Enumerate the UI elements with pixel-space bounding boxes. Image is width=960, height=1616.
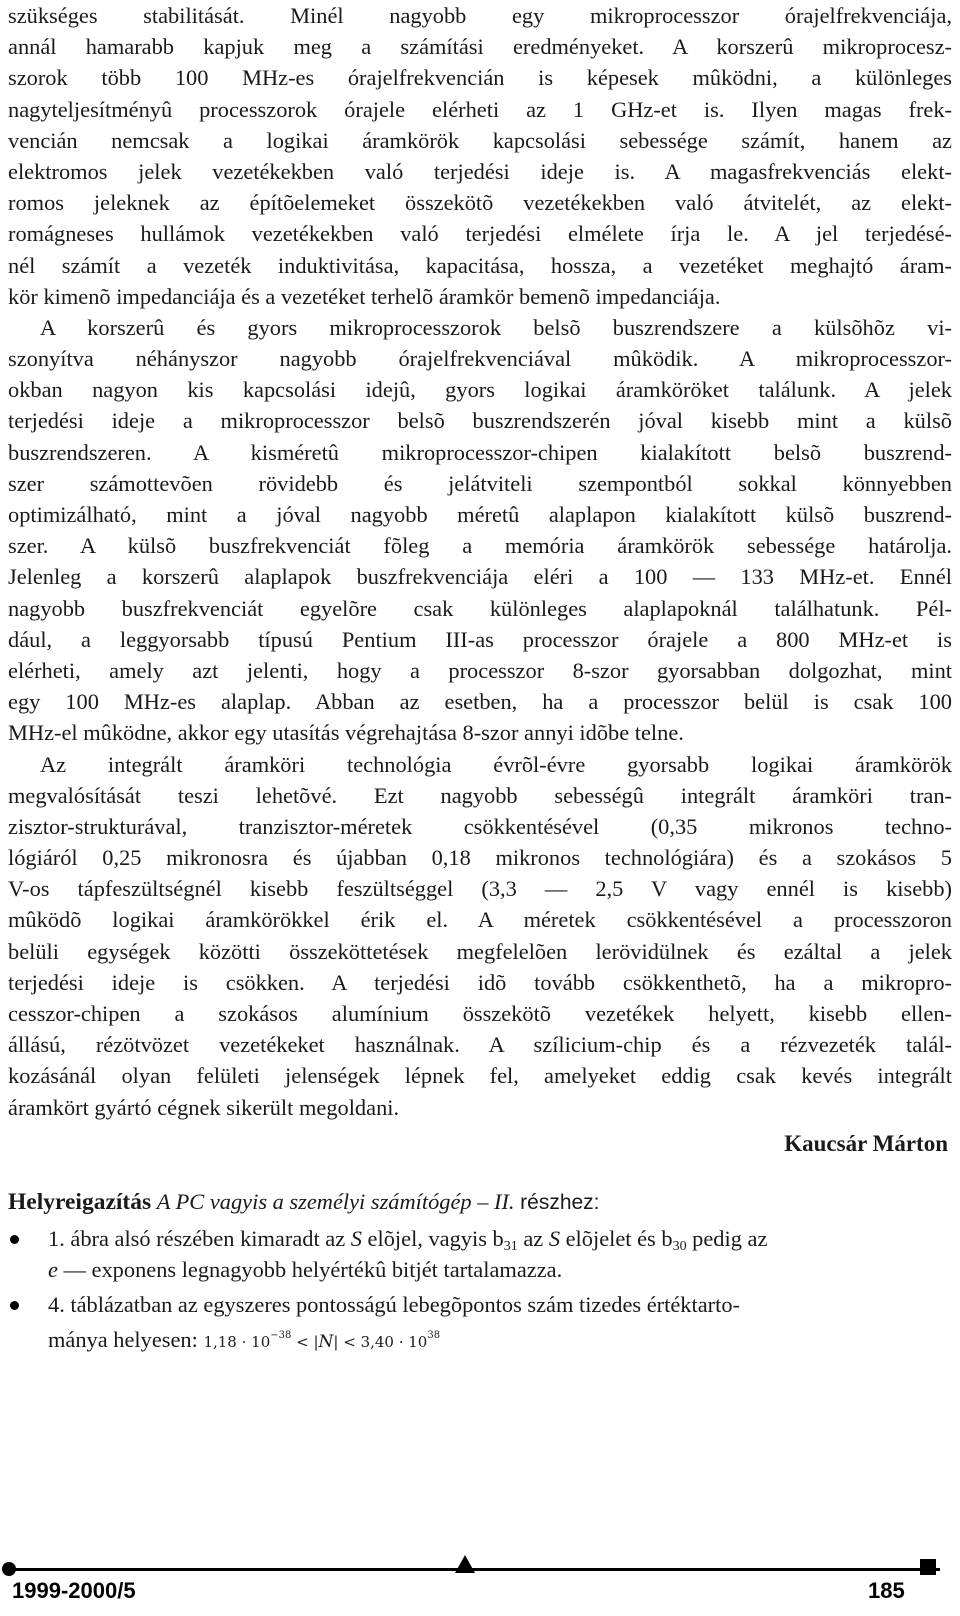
item1-e-symbol: e <box>48 1256 58 1282</box>
article-line: nagyobb buszfrekvenciát egyelõre csak különleges alaplapoknál találhatunk. Pél- <box>8 595 952 621</box>
correction-item-2 <box>8 1289 952 1351</box>
item2-line2: mánya helyesen: <box>48 1327 198 1353</box>
footer-rule <box>10 1568 940 1571</box>
article-line: elérheti, amely azt jelenti, hogy a processzor 8-szor gyorsabban dolgozhat, mint <box>8 657 952 683</box>
item1-sub30: 30 <box>672 1238 687 1254</box>
article-line: megvalósítását teszi lehetõvé. Ezt nagyobb sebességû integrált áramköri tran- <box>8 782 952 808</box>
article-line: terjedési ideje is csökken. A terjedési idõ tovább csökkenthetõ, ha a mikropro- <box>8 969 952 995</box>
correction-item-1 <box>8 1223 952 1285</box>
bullet-icon <box>10 1235 19 1244</box>
article-line: egy 100 MHz-es alaplap. Abban az esetben, ha a processzor belül is csak 100 <box>8 689 952 715</box>
item1-text-b: elõjel, vagyis b <box>361 1225 504 1251</box>
correction-reference-tail: részhez: <box>520 1190 600 1214</box>
article-line: belüli egységek közötti összeköttetések megfelelõen lerövidülnek és ezáltal a jelek <box>8 938 952 964</box>
article-line: szorok több 100 MHz-es órajelfrekvencián is képesek mûködni, a különleges <box>8 65 952 91</box>
article-line: szükséges stabilitását. Minél nagyobb egy mikroprocesszor órajelfrekvenciája, <box>8 3 952 28</box>
article-line: elektromos jelek vezetékekben való terjedési ideje is. A magasfrekvenciás elekt- <box>8 158 952 184</box>
formula-n: N <box>318 1332 334 1353</box>
article-line: kör kimenõ impedanciája és a vezetéket terhelõ áramkör bemenõ impedanciája. <box>8 283 721 309</box>
bullet-icon <box>10 1301 19 1310</box>
item1-sub31: 31 <box>503 1238 518 1254</box>
correction-reference: A PC vagyis a személyi számítógép – II. <box>156 1188 515 1214</box>
article-line: mûködõ logikai áramkörökkel érik el. A méretek csökkentésével a processzoron <box>8 907 952 933</box>
article-line: A korszerû és gyors mikroprocesszorok belsõ buszrendszere a külsõhõz vi- <box>40 314 952 340</box>
article-line: nagyteljesítményû processzorok órajele elérheti az 1 GHz-et is. Ilyen magas frek- <box>8 96 952 122</box>
footer-square-icon <box>920 1559 936 1575</box>
article-line: terjedési ideje a mikroprocesszor belsõ buszrendszerén jóval kisebb mint a külsõ <box>8 408 952 434</box>
footer-circle-icon <box>2 1562 16 1576</box>
article-line: buszrendszeren. A kisméretû mikroprocesszor-chipen kialakított belsõ buszrend- <box>8 439 952 465</box>
article-line: nél számít a vezeték induktivitása, kapacitása, hossza, a vezetéket meghajtó áram- <box>8 252 952 278</box>
article-line: V-os tápfeszültségnél kisebb feszültséggel (3,3 — 2,5 V vagy ennél is kisebb) <box>8 876 952 902</box>
article-line: Az integrált áramköri technológia évrõl-évre gyorsabb logikai áramkörök <box>40 751 952 777</box>
article-line: áramkört gyártó cégnek sikerült megoldani. <box>8 1094 400 1120</box>
article-line: dául, a leggyorsabb típusú Pentium III-as processzor órajele a 800 MHz-et is <box>8 626 952 652</box>
item1-s-symbol-2: S <box>548 1225 561 1251</box>
correction-section <box>8 1185 952 1352</box>
item1-s-symbol: S <box>350 1225 362 1251</box>
item1-text-c: az <box>517 1225 549 1251</box>
article-line: annál hamarabb kapjuk meg a számítási eredményeket. A korszerû mikroprocesz- <box>8 34 952 60</box>
formula-lt-2: | < 3,40 · 10 <box>333 1333 428 1352</box>
article-line: romágneses hullámok vezetékekben való terjedési elmélete írja le. A jel terjedésé- <box>8 221 952 247</box>
article-line: vencián nemcsak a logikai áramkörök kapcsolási sebessége számít, hanem az <box>8 127 952 153</box>
footer-issue: 1999-2000/5 <box>12 1578 136 1603</box>
formula-part-a: 1,18 · 10 <box>203 1333 271 1352</box>
item2-line1: 4. táblázatban az egyszeres pontosságú lebegõpontos szám tizedes értéktarto- <box>48 1292 740 1318</box>
article-line: lógiáról 0,25 mikronosra és újabban 0,18 mikronos technológiára) és a szokásos 5 <box>8 845 952 871</box>
item1-text-line2: — exponens legnagyobb helyértékû bitjét tartalamazza. <box>57 1256 563 1282</box>
item1-text-e: pedig az <box>686 1225 768 1251</box>
correction-title: Helyreigazítás <box>8 1188 152 1215</box>
article-line: szonyítva néhányszor nagyobb órajelfrekvenciával mûködik. A mikroprocesszor- <box>8 346 952 372</box>
article-line: zisztor-strukturával, tranzisztor-méretek csökkentésével (0,35 mikronos techno- <box>8 813 952 839</box>
article-line: optimizálható, mint a jóval nagyobb méretû alaplapon kialakított külsõ buszrend- <box>8 502 952 527</box>
item1-text-d: elõjelet és b <box>560 1225 673 1251</box>
article-line: szer számottevõen rövidebb és jelátviteli szempontból sokkal könnyebben <box>8 470 952 496</box>
range-formula <box>203 1330 441 1353</box>
article-line: romos jeleknek az építõelemeket összekötõ vezetékekben való átvitelét, az elekt- <box>8 190 952 216</box>
article-line: okban nagyon kis kapcsolási idejû, gyors logikai áramköröket találunk. A jelek <box>8 377 952 403</box>
formula-exp-a: −38 <box>270 1330 292 1342</box>
article-line: Jelenleg a korszerû alaplapok buszfrekvenciája eléri a 100 — 133 MHz-et. Ennél <box>8 564 952 590</box>
article-line: cesszor-chipen a szokásos alumínium összekötõ vezetékek helyett, kisebb ellen- <box>8 1001 952 1026</box>
correction-heading <box>8 1185 952 1219</box>
footer-triangle-icon <box>455 1555 475 1573</box>
article-line: MHz-el mûködne, akkor egy utasítás végrehajtása 8-szor annyi idõbe telne. <box>8 720 684 746</box>
page-number: 185 <box>868 1578 905 1603</box>
formula-lt-1: < | <box>291 1333 319 1352</box>
formula-exp-b: 38 <box>427 1330 441 1342</box>
article-line: szer. A külsõ buszfrekvenciát fõleg a memória áramkörök sebessége határolja. <box>8 533 952 559</box>
article-line: állású, rézötvözet vezetékeket használnak. A szílicium-chip és a rézvezeték talál- <box>8 1032 952 1058</box>
page <box>8 0 952 1616</box>
article-line: kozásánál olyan felületi jelenségek lépnek fel, amelyeket eddig csak kevés integrált <box>8 1063 952 1089</box>
item1-text-a: 1. ábra alsó részében kimaradt az <box>48 1225 351 1251</box>
author-name: Kaucsár Márton <box>784 1130 948 1156</box>
article-body <box>8 0 952 1123</box>
